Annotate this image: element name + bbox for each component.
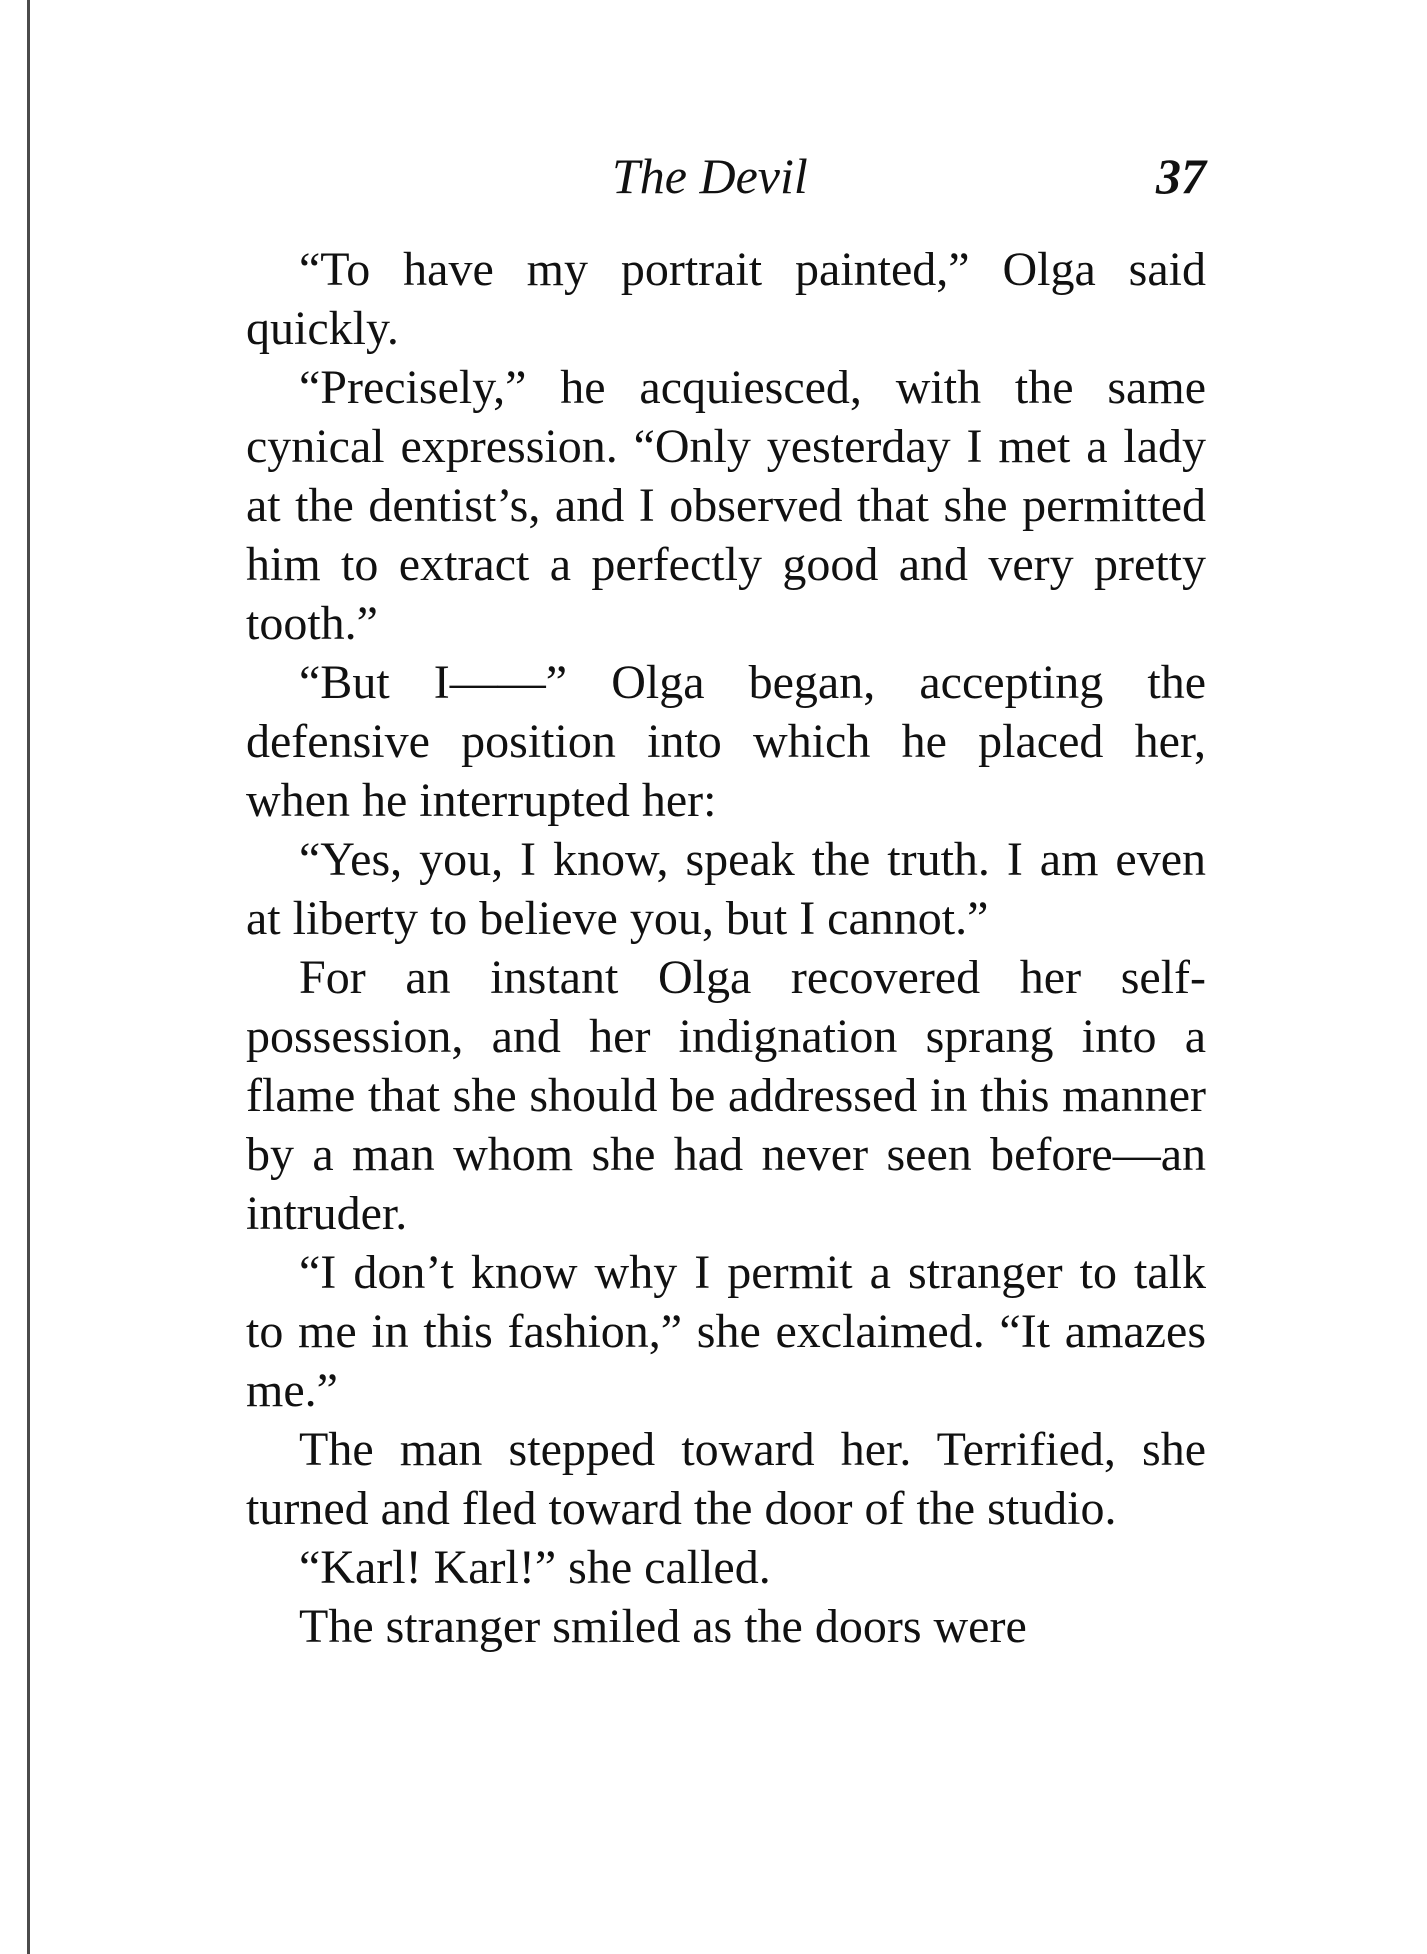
paragraph: “To have my portrait painted,” Olga said quickly.	[246, 243, 1206, 355]
page-header	[246, 146, 1206, 206]
paragraph: “I don’t know why I permit a stranger to talk to me in this fashion,” she exclaimed. “It amazes me.”	[246, 1246, 1206, 1417]
paragraph: The stranger smiled as the doors were	[299, 1600, 1027, 1653]
paragraph: For an instant Olga recovered her self-possession, and her indignation sprang into a flame that she should be addressed in this manner by a man whom she had never seen before—an intruder.	[246, 951, 1206, 1240]
paragraph: “But I——” Olga began, accepting the defensive position into which he placed her, when he interrupted her:	[246, 656, 1206, 827]
paragraph: The man stepped toward her. Terrified, she turned and fled toward the door of the studio.	[246, 1423, 1206, 1535]
page-number: 37	[1156, 148, 1206, 204]
paragraph: “Yes, you, I know, speak the truth. I am even at liberty to believe you, but I cannot.”	[246, 833, 1206, 945]
paragraph: “Karl! Karl!” she called.	[299, 1541, 771, 1594]
body-text	[246, 240, 1206, 1656]
running-title: The Devil	[612, 148, 808, 204]
paragraph: “Precisely,” he acquiesced, with the same cynical expression. “Only yesterday I met a lady at the dentist’s, and I observed that she permitted him to extract a perfectly good and very pretty tooth.”	[246, 361, 1206, 650]
binding-edge	[27, 0, 30, 1954]
